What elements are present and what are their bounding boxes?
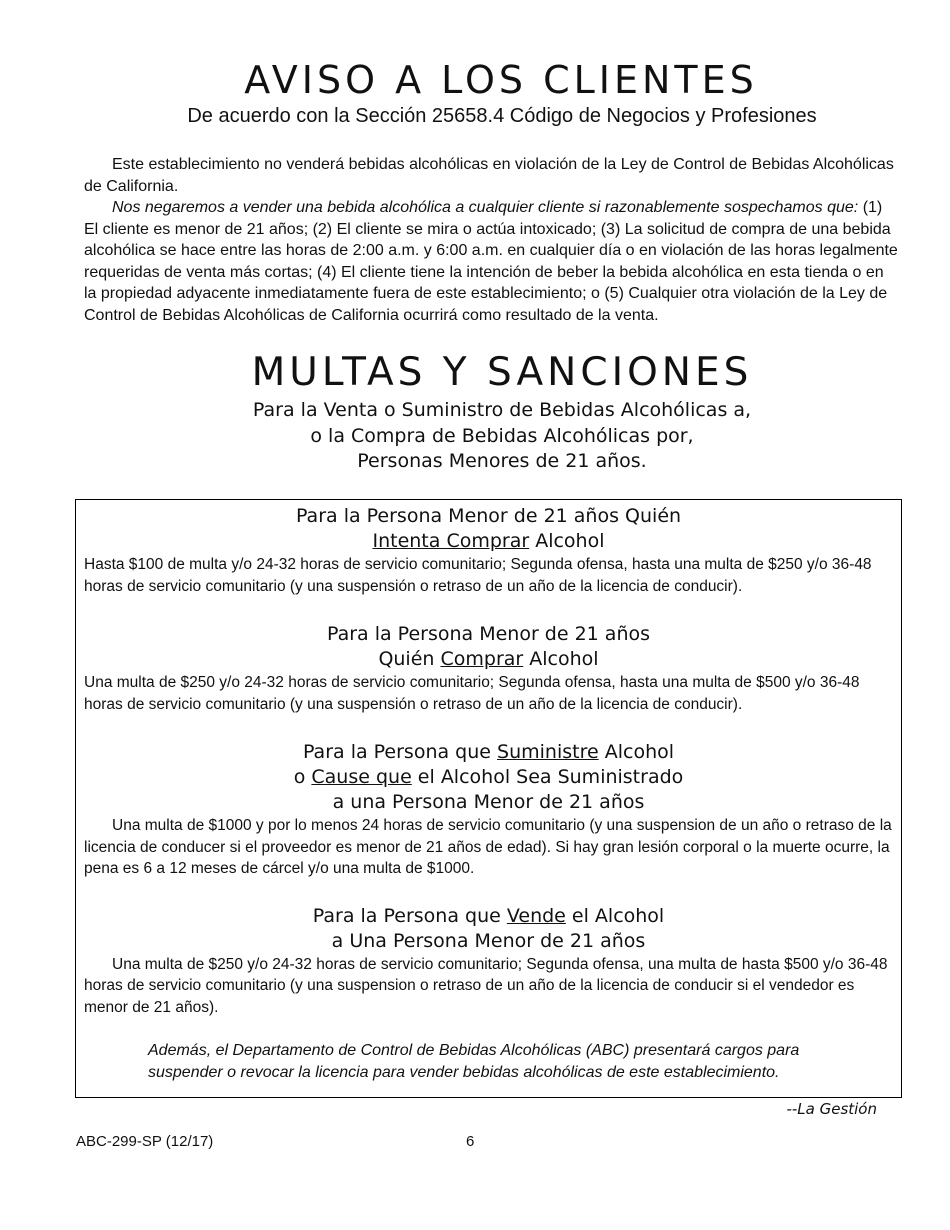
- penalties-subtitle-line: Para la Venta o Suministro de Bebidas Alcohólicas a,: [252, 399, 752, 421]
- section-heading: Para la Persona Menor de 21 años Quién: [295, 505, 682, 527]
- heading-text: el Alcohol Sea Suministrado: [411, 766, 684, 788]
- notice-paragraph-1: Este establecimiento no venderá bebidas alcohólicas en violación de la Ley de Control de Bebidas Alcohólicas de California.: [84, 156, 894, 195]
- penalties-subtitle-line: Personas Menores de 21 años.: [357, 450, 647, 472]
- notice-paragraph-2-rest: (1) El cliente es menor de 21 años; (2) El cliente se mira o actúa intoxicado; (3) La solicitud de compra de una bebida alcohólica se hace entre las horas de 2:00 a.m. y 6:00 a.m. en cualquier día o en violación de las horas legalmente requeridas de venta más cortas; (4) El cliente tiene la intención de beber la bebida alcohólica en esta tienda o en la propiedad adyacente inmediatamente fuera de este establecimiento; o (5) Cualquier otra violación de la Ley de Control de Bebidas Alcohólicas de California ocurrirá como resultado de la venta.: [84, 199, 898, 324]
- penalties-title: MULTAS Y SANCIONES: [251, 350, 753, 395]
- signature: --La Gestión: [786, 1100, 877, 1118]
- penalties-box: [75, 499, 902, 1098]
- section-attempt-purchase: [76, 504, 901, 597]
- abc-note: Además, el Departamento de Control de Bebidas Alcohólicas (ABC) presentará cargos para suspender o revocar la licencia para vender bebidas alcohólicas de este establecimiento.: [148, 1042, 800, 1081]
- section-heading: [76, 647, 901, 672]
- section-body: Una multa de $250 y/o 24-32 horas de servicio comunitario; Segunda ofensa, una multa de hasta $500 y/o 36-48 horas de servicio comunitario (y una suspension o retraso de un año de la licencia de conducir si el vendedor es menor de 21 años).: [84, 955, 888, 1016]
- section-body: Una multa de $250 y/o 24-32 horas de servicio comunitario; Segunda ofensa, hasta una multa de $500 y/o 36-48 horas de servicio comunitario (y una suspensión o retraso de un año de la licencia de conducir).: [84, 674, 860, 713]
- section-purchase: [76, 622, 901, 715]
- notice-paragraph-2: [84, 197, 899, 326]
- heading-text: Para la Persona que: [302, 741, 498, 763]
- heading-text: Alcohol: [529, 530, 605, 552]
- notice-title: AVISO A LOS CLIENTES: [244, 58, 758, 102]
- notice-paragraph-2-italic: Nos negaremos a vender una bebida alcohólica a cualquier cliente si razonablemente sospechamos que:: [112, 199, 859, 216]
- heading-text: Alcohol: [598, 741, 675, 763]
- section-body: Una multa de $1000 y por lo menos 24 horas de servicio comunitario (y una suspension de un año o retraso de la licencia de conducer si el proveedor es menor de 21 años de edad). Si hay gran lesión corporal o la muerte ocurre, la pena es 6 a 12 meses de cárcel y/o una multa de $1000.: [84, 817, 892, 877]
- penalties-subtitle-line: o la Compra de Bebidas Alcohólicas por,: [310, 424, 694, 447]
- heading-text: o: [293, 766, 312, 788]
- underlined-term: Comprar: [440, 648, 524, 670]
- section-heading: [76, 765, 901, 790]
- underlined-term: Intenta Comprar: [372, 530, 530, 552]
- underlined-term: Suministre: [497, 741, 599, 763]
- section-heading: a Una Persona Menor de 21 años: [331, 929, 646, 952]
- heading-text: el Alcohol: [565, 904, 665, 927]
- section-heading: Para la Persona Menor de 21 años: [326, 623, 651, 645]
- notice-body: [84, 154, 899, 326]
- heading-text: Quién: [378, 648, 441, 670]
- page-number: 6: [466, 1133, 475, 1150]
- section-heading: a una Persona Menor de 21 años: [332, 791, 645, 813]
- heading-text: Para la Persona que: [312, 904, 507, 927]
- penalties-subtitle: [0, 398, 950, 475]
- form-id: ABC-299-SP (12/17): [76, 1133, 214, 1150]
- section-heading: [76, 529, 901, 554]
- section-heading: [76, 904, 901, 929]
- section-sell: [76, 904, 901, 1019]
- underlined-term: Cause que: [311, 766, 412, 788]
- section-heading: [76, 740, 901, 765]
- heading-text: Alcohol: [523, 648, 599, 670]
- notice-subtitle: De acuerdo con la Sección 25658.4 Código de Negocios y Profesiones: [187, 105, 817, 127]
- section-furnish: [76, 740, 901, 880]
- underlined-term: Vende: [506, 904, 566, 927]
- section-body: Hasta $100 de multa y/o 24-32 horas de servicio comunitario; Segunda ofensa, hasta una multa de $250 y/o 36-48 horas de servicio comunitario (y una suspensión o retraso de un año de la licencia de conducir).: [84, 556, 872, 595]
